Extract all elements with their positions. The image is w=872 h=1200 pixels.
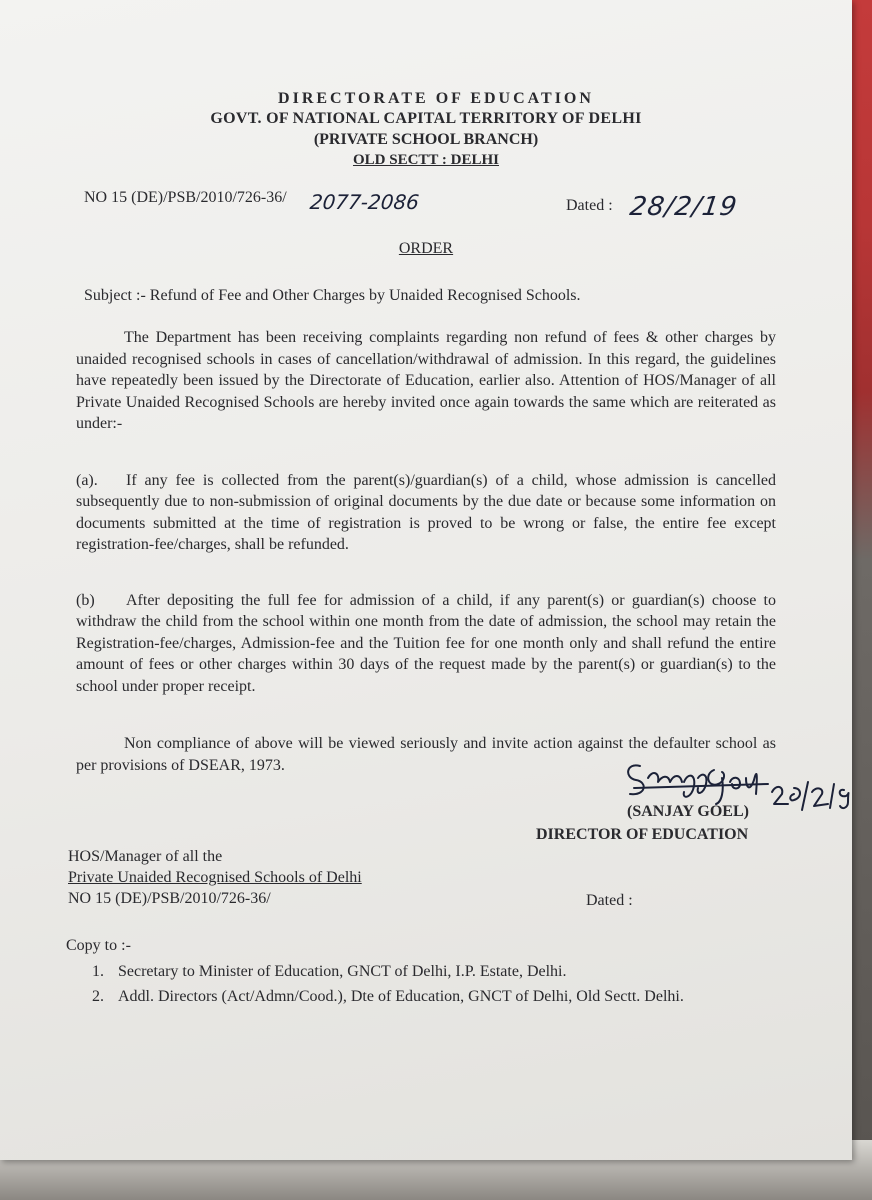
header-branch: (PRIVATE SCHOOL BRANCH): [313, 131, 539, 148]
header-location: OLD SECTT : DELHI: [352, 152, 499, 168]
order-title: ORDER: [398, 240, 454, 257]
intro-paragraph: The Department has been receiving complaints regarding non refund of fees & other charges by unaided recognised schools in cases of cancellation/withdrawal of admission. In this regard, the guidelines have repeatedly been issued by the Directorate of Education, earlier also. Attention of HOS/Manager of all Private Unaided Recognised Schools are hereby invited once again towards the same which are reiterated as under:-: [76, 329, 776, 433]
header-govt: GOVT. OF NATIONAL CAPITAL TERRITORY OF DELHI: [210, 110, 642, 127]
closing-paragraph: Non compliance of above will be viewed seriously and invite action against the defaulter school as per provisions of DSEAR, 1973.: [76, 735, 776, 774]
clause-b-text: After depositing the full fee for admission of a child, if any parent(s) or guardian(s) choose to withdraw the child from the school within one month from the date of admission, the school may retain the Registration-fee/charges, Admission-fee and the Tuition fee for one month only and shall refund the entire amount of fees or other charges within 30 days of the request made by the parent(s) or guardian(s) to the school under proper receipt.: [76, 592, 776, 695]
clause-a-label: (a).: [76, 472, 98, 489]
signatory-title: DIRECTOR OF EDUCATION: [536, 826, 749, 843]
copy-to-item-number: 1.: [92, 963, 104, 980]
clause-b-label: (b): [76, 592, 95, 609]
copy-to-label: Copy to :-: [66, 937, 131, 954]
copy-to-item-text: Addl. Directors (Act/Admn/Cood.), Dte of Education, GNCT of Delhi, Old Sectt. Delhi.: [118, 988, 684, 1005]
background-red-edge: [850, 0, 872, 560]
signatory-name: (SANJAY GOEL): [627, 803, 749, 820]
background-dark-edge: [850, 560, 872, 1200]
copy-to-item: [92, 963, 567, 981]
subject-line: Subject :- Refund of Fee and Other Charges by Unaided Recognised Schools.: [84, 287, 581, 304]
handwritten-reference-number: 2077-2086: [308, 190, 421, 214]
copy-to-item-text: Secretary to Minister of Education, GNCT of Delhi, I.P. Estate, Delhi.: [118, 963, 567, 980]
addressee-line-2: Private Unaided Recognised Schools of Delhi: [68, 869, 362, 886]
clause-b: [76, 590, 776, 697]
addressee-dated-label: Dated :: [586, 892, 633, 909]
addressee-reference-number: NO 15 (DE)/PSB/2010/726-36/: [68, 890, 271, 907]
addressee-line-1: HOS/Manager of all the: [68, 848, 223, 865]
handwritten-date: 28/2/19: [627, 192, 740, 222]
header-directorate: DIRECTORATE OF EDUCATION: [278, 90, 594, 107]
reference-number: NO 15 (DE)/PSB/2010/726-36/: [84, 189, 287, 206]
dated-label: Dated :: [566, 197, 613, 214]
copy-to-item-number: 2.: [92, 988, 104, 1005]
clause-a-text: If any fee is collected from the parent(s)/guardian(s) of a child, whose admission is cancelled subsequently due to non-submission of original documents by the due date or because some information on documents submitted at the time of registration is proved to be wrong or false, the entire fee except registration-fee/charges, shall be refunded.: [76, 472, 776, 554]
copy-to-item: [92, 988, 684, 1006]
clause-a: [76, 470, 776, 556]
